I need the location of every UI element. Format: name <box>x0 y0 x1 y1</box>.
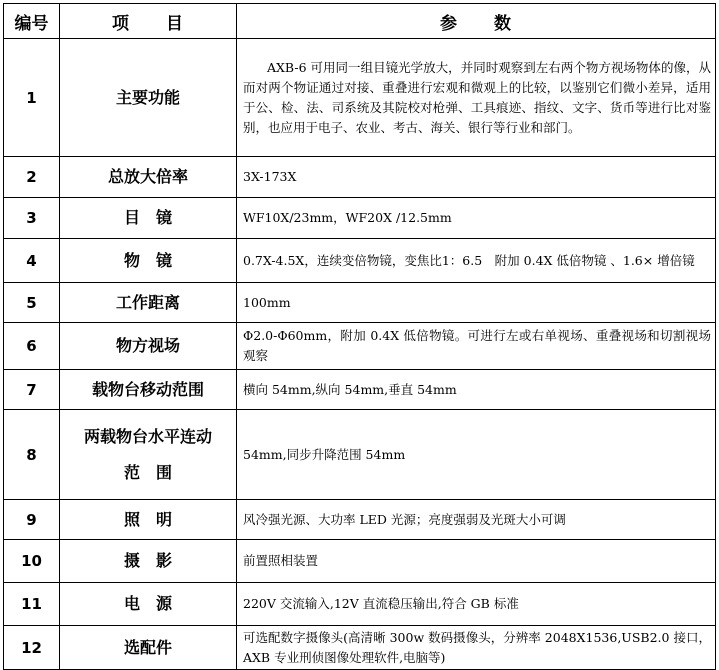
row-item: 摄 影 <box>60 540 237 583</box>
row-number: 3 <box>4 198 60 239</box>
row-value: Φ2.0-Φ60mm，附加 0.4X 低倍物镜。可进行左或右单视场、重叠视场和切割视场观察 <box>237 323 716 370</box>
row-item <box>60 410 237 500</box>
row-item: 载物台移动范围 <box>60 370 237 410</box>
row-number: 8 <box>4 410 60 500</box>
row-item: 选配件 <box>60 626 237 670</box>
row-item: 总放大倍率 <box>60 157 237 198</box>
row-item: 物方视场 <box>60 323 237 370</box>
row-value: 220V 交流输入,12V 直流稳压输出,符合 GB 标准 <box>237 583 716 626</box>
row-number: 10 <box>4 540 60 583</box>
table-row <box>4 410 716 500</box>
row-value: WF10X/23mm，WF20X /12.5mm <box>237 198 716 239</box>
row-value: 前置照相装置 <box>237 540 716 583</box>
row-value: 横向 54mm,纵向 54mm,垂直 54mm <box>237 370 716 410</box>
row-number: 2 <box>4 157 60 198</box>
row-value: 100mm <box>237 283 716 323</box>
row-value: 54mm,同步升降范围 54mm <box>237 410 716 500</box>
spec-table <box>3 3 716 670</box>
row-item: 照 明 <box>60 500 237 540</box>
header-number: 编号 <box>4 4 60 39</box>
row-number: 12 <box>4 626 60 670</box>
row-number: 5 <box>4 283 60 323</box>
table-row <box>4 540 716 583</box>
row-number: 9 <box>4 500 60 540</box>
row-number: 6 <box>4 323 60 370</box>
table-row <box>4 283 716 323</box>
row-item-line1: 两载物台水平连动 <box>83 426 212 446</box>
table-row <box>4 626 716 670</box>
header-params: 参 数 <box>237 4 716 39</box>
table-row <box>4 500 716 540</box>
table-row <box>4 157 716 198</box>
row-item: 电 源 <box>60 583 237 626</box>
row-item-line2: 范 围 <box>123 462 172 482</box>
table-row <box>4 239 716 283</box>
row-number: 1 <box>4 39 60 157</box>
table-row <box>4 323 716 370</box>
table-row <box>4 583 716 626</box>
row-item: 工作距离 <box>60 283 237 323</box>
row-value: 0.7X-4.5X，连续变倍物镜，变焦比1：6.5 附加 0.4X 低倍物镜 、1.6× 增倍镜 <box>237 239 716 283</box>
table-row <box>4 198 716 239</box>
row-number: 4 <box>4 239 60 283</box>
row-number: 11 <box>4 583 60 626</box>
row-number: 7 <box>4 370 60 410</box>
row-item: 主要功能 <box>60 39 237 157</box>
row-item: 目 镜 <box>60 198 237 239</box>
table-row <box>4 370 716 410</box>
header-item: 项 目 <box>60 4 237 39</box>
header-row <box>4 4 716 39</box>
row-value: AXB-6 可用同一组目镜光学放大，并同时观察到左右两个物方视场物体的像，从而对两个物证通过对接、重叠进行宏观和微观上的比较，以鉴别它们微小差异，适用于公、检、法、司系统及其院校对枪弹、工具痕迹、指纹、文字、货币等进行比对鉴别，也应用于电子、农业、考古、海关、银行等行业和部门。 <box>237 39 716 157</box>
table-row <box>4 39 716 157</box>
row-item: 物 镜 <box>60 239 237 283</box>
row-value: 可选配数字摄像头(高清晰 300w 数码摄像头，分辨率 2048X1536,USB2.0 接口，AXB 专业刑侦图像处理软件,电脑等) <box>237 626 716 670</box>
row-value: 3X-173X <box>237 157 716 198</box>
row-value: 风冷强光源、大功率 LED 光源；亮度强弱及光斑大小可调 <box>237 500 716 540</box>
